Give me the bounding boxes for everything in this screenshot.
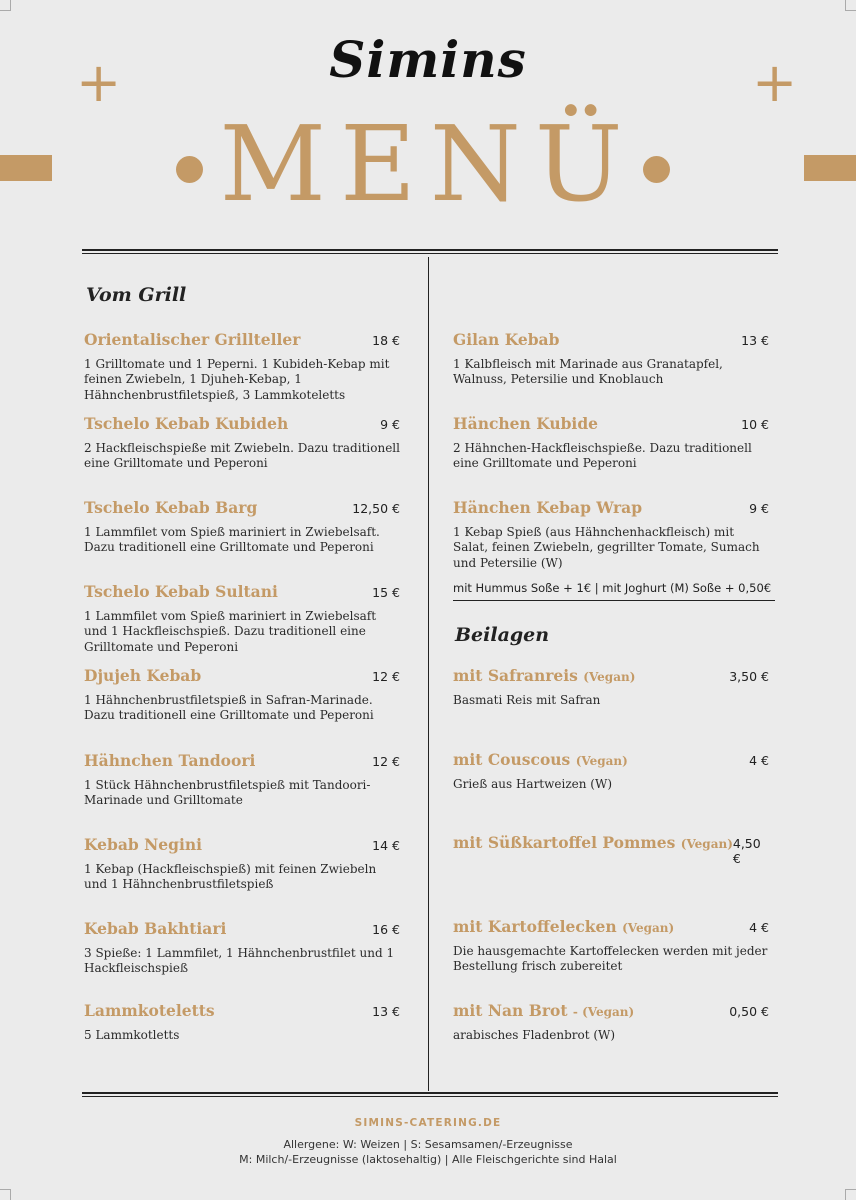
menu-item	[84, 751, 400, 809]
item-description: 3 Spieße: 1 Lammfilet, 1 Hähnchenbrustfilet und 1 Hackfleischspieß	[84, 946, 395, 976]
menu-item	[84, 835, 400, 893]
item-name: Djujeh Kebab	[84, 666, 202, 685]
plus-ornament-right: +	[752, 51, 798, 114]
vegan-tag: (Vegan)	[583, 670, 636, 684]
side-name: mit Safranreis (Vegan)	[453, 666, 636, 685]
item-price: 15 €	[372, 585, 400, 600]
crop-mark-bottom-right	[845, 1189, 856, 1200]
item-description: 2 Hackfleischspieße mit Zwiebeln. Dazu traditionell eine Grilltomate und Peperoni	[84, 441, 400, 471]
allergen-note-line-2: M: Milch/-Erzeugnisse (laktosehaltig) | Alle Fleischgerichte sind Halal	[239, 1153, 617, 1166]
item-description: 1 Grilltomate und 1 Peperni. 1 Kubideh-Kebap mit feinen Zwiebeln, 1 Djuheh-Kebap, 1 Hähnchenbrustfiletspieß, 3 Lammkoteletts	[84, 357, 390, 402]
brand-logo: Simins	[329, 30, 527, 89]
vegan-tag: (Vegan)	[575, 754, 628, 768]
item-name: Hänchen Kebap Wrap	[453, 498, 643, 517]
menu-item	[84, 498, 400, 556]
column-divider	[428, 257, 429, 1091]
item-price: 13 €	[741, 333, 769, 348]
menu-item	[84, 414, 400, 472]
menu-item	[84, 330, 400, 403]
menu-item	[84, 582, 400, 655]
crop-mark-top-right	[845, 0, 856, 11]
item-name: Tschelo Kebab Sultani	[84, 582, 278, 601]
item-description: 1 Kebap Spieß (aus Hähnchenhackfleisch) mit Salat, feinen Zwiebeln, gegrillter Tomate, Sumach und Petersilie (W)	[453, 525, 760, 570]
side-item	[453, 666, 769, 708]
menu-item	[84, 1001, 400, 1043]
side-price: 0,50 €	[729, 1004, 769, 1019]
crop-mark-top-left	[0, 0, 11, 11]
item-description: 1 Kebap (Hackfleischspieß) mit feinen Zwiebeln und 1 Hähnchenbrustfiletspieß	[84, 862, 377, 892]
item-price: 9 €	[380, 417, 400, 432]
crop-mark-bottom-left	[0, 1189, 11, 1200]
side-name: mit Couscous (Vegan)	[453, 750, 628, 769]
item-price: 9 €	[749, 501, 769, 516]
side-name: mit Süßkartoffel Pommes (Vegan)	[453, 833, 733, 852]
item-description: 1 Lammfilet vom Spieß mariniert in Zwiebelsaft. Dazu traditionell eine Grilltomate und Peperoni	[84, 525, 380, 555]
item-name: Lammkoteletts	[84, 1001, 215, 1020]
item-description: 2 Hähnchen-Hackfleischspieße. Dazu traditionell eine Grilltomate und Peperoni	[453, 441, 752, 471]
item-description: 5 Lammkotletts	[84, 1028, 180, 1042]
item-price: 16 €	[372, 922, 400, 937]
menu-item	[453, 414, 769, 472]
page-title: MENÜ	[219, 103, 637, 225]
plus-ornament-left: +	[76, 51, 122, 114]
menu-item	[84, 919, 400, 977]
vegan-tag: (Vegan)	[622, 921, 675, 935]
item-price: 18 €	[372, 333, 400, 348]
item-name: Orientalischer Grillteller	[84, 330, 301, 349]
website-link[interactable]: SIMINS-CATERING.DE	[354, 1117, 502, 1129]
item-name: Hähnchen Tandoori	[84, 751, 256, 770]
side-price: 3,50 €	[729, 669, 769, 684]
side-name: mit Nan Brot - (Vegan)	[453, 1001, 635, 1020]
wrap-extras: mit Hummus Soße + 1€ | mit Joghurt (M) Soße + 0,50€	[453, 581, 775, 601]
item-description: 1 Kalbfleisch mit Marinade aus Granatapfel, Walnuss, Petersilie und Knoblauch	[453, 357, 723, 387]
section-title-beilagen: Beilagen	[455, 624, 550, 646]
item-price: 14 €	[372, 838, 400, 853]
item-price: 10 €	[741, 417, 769, 432]
side-description: Grieß aus Hartweizen (W)	[453, 777, 612, 791]
top-divider	[82, 249, 778, 254]
item-name: Kebab Negini	[84, 835, 203, 854]
side-description: arabisches Fladenbrot (W)	[453, 1028, 616, 1042]
menu-item	[453, 330, 769, 388]
item-name: Tschelo Kebab Barg	[84, 498, 258, 517]
item-description: 1 Stück Hähnchenbrustfiletspieß mit Tandoori-Marinade und Grilltomate	[84, 778, 371, 808]
vegan-tag: - (Vegan)	[572, 1005, 635, 1019]
section-title-grill: Vom Grill	[86, 284, 187, 306]
side-price: 4,50 €	[732, 836, 761, 866]
item-name: Hänchen Kubide	[453, 414, 599, 433]
bottom-divider	[82, 1092, 778, 1097]
item-price: 12 €	[372, 754, 400, 769]
menu-item	[84, 666, 400, 724]
side-description: Basmati Reis mit Safran	[453, 693, 601, 707]
side-item	[453, 1001, 769, 1043]
side-description: Die hausgemachte Kartoffelecken werden mit jeder Bestellung frisch zubereitet	[453, 944, 768, 974]
side-name: mit Kartoffelecken (Vegan)	[453, 917, 675, 936]
item-price: 13 €	[372, 1004, 400, 1019]
item-description: 1 Hähnchenbrustfiletspieß in Safran-Marinade. Dazu traditionell eine Grilltomate und Peperoni	[84, 693, 374, 723]
allergen-note-line-1: Allergene: W: Weizen | S: Sesamsamen/-Erzeugnisse	[283, 1138, 573, 1151]
vegan-tag: (Vegan)	[680, 837, 733, 851]
item-price: 12,50 €	[352, 501, 400, 516]
side-item	[453, 917, 769, 975]
side-item	[453, 750, 769, 792]
item-price: 12 €	[372, 669, 400, 684]
menu-item	[453, 498, 769, 571]
side-price: 4 €	[749, 920, 769, 935]
side-item	[453, 833, 769, 874]
item-name: Gilan Kebab	[453, 330, 560, 349]
item-description: 1 Lammfilet vom Spieß mariniert in Zwiebelsaft und 1 Hackfleischspieß. Dazu traditionell eine Grilltomate und Peperoni	[84, 609, 377, 654]
item-name: Tschelo Kebab Kubideh	[84, 414, 289, 433]
side-price: 4 €	[749, 753, 769, 768]
item-name: Kebab Bakhtiari	[84, 919, 227, 938]
